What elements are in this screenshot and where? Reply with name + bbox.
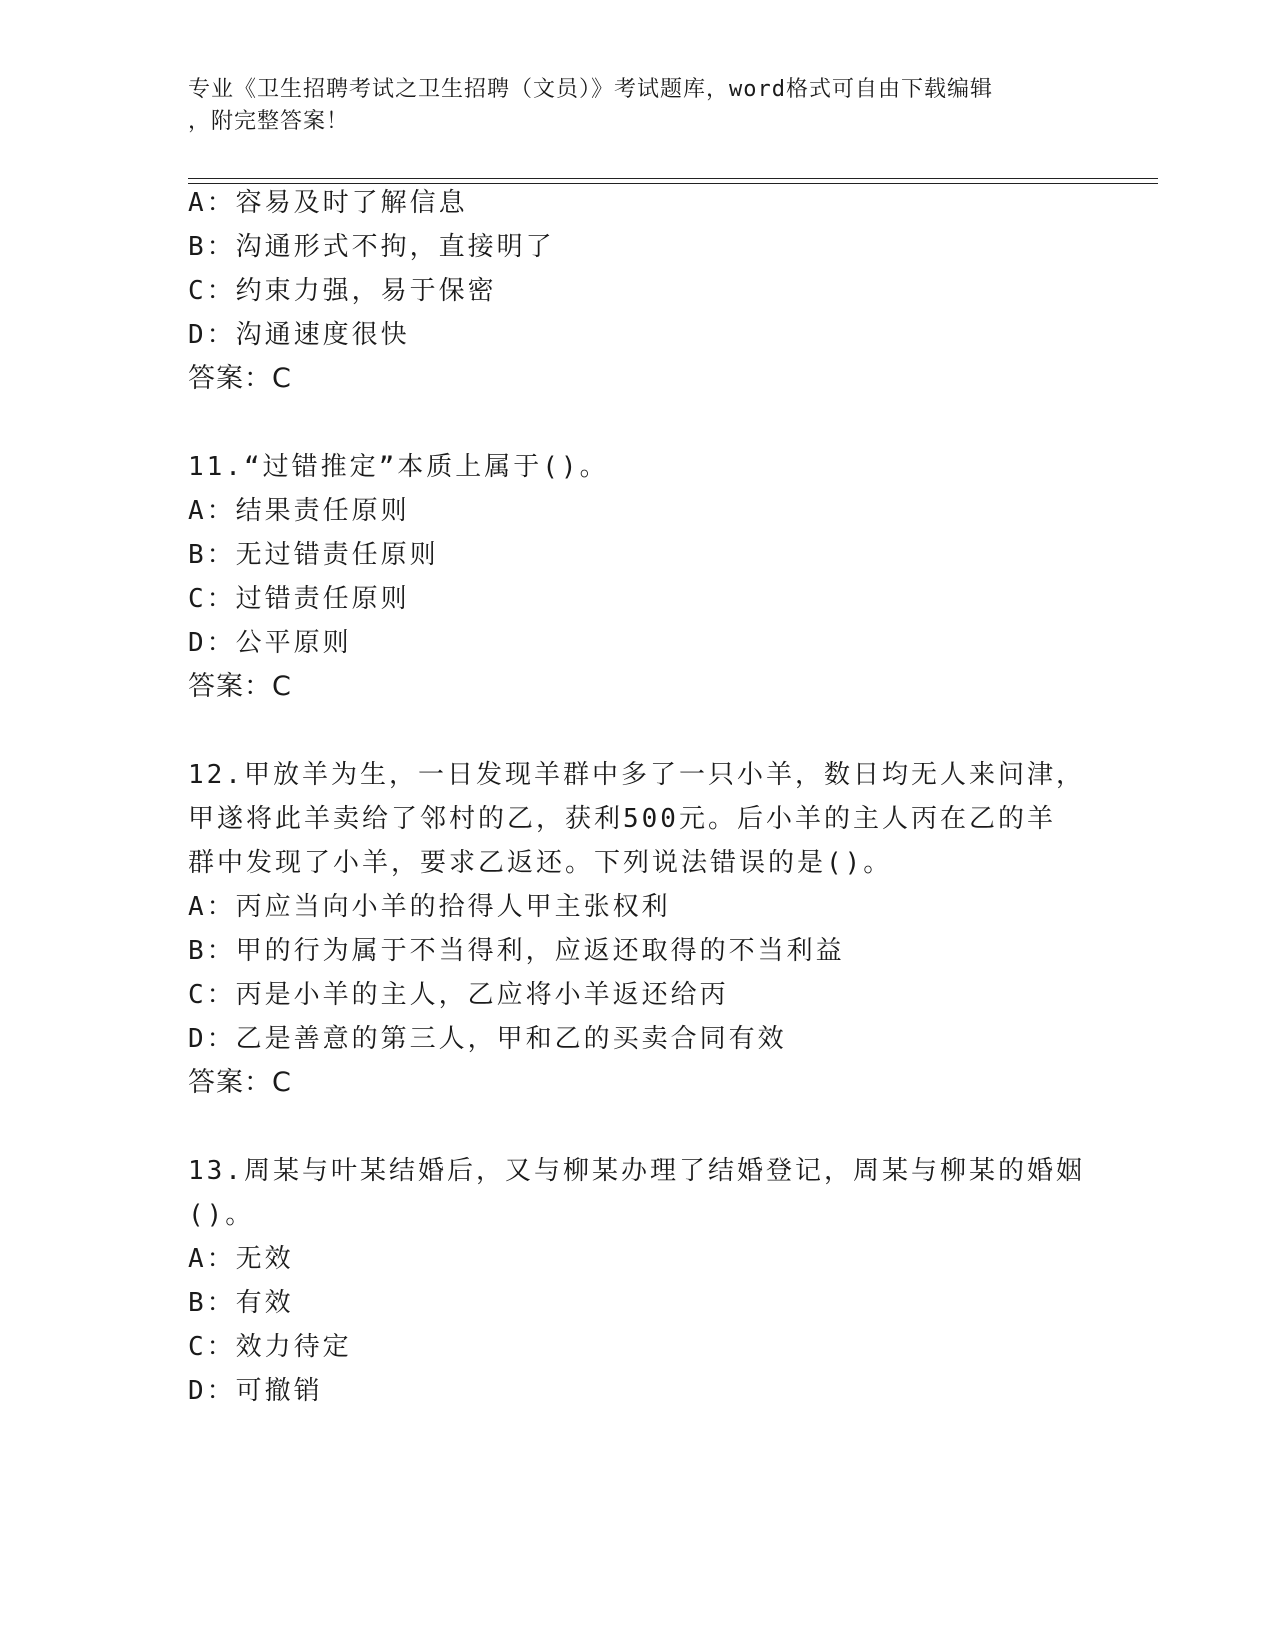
header-line-2: ，附完整答案！ <box>188 109 350 134</box>
option-c: C：效力待定 <box>188 1332 352 1362</box>
question-text-line-1: 12.甲放羊为生，一日发现羊群中多了一只小羊，数日均无人来问津， <box>188 760 1085 790</box>
option-b: B：无过错责任原则 <box>188 540 439 570</box>
option-a: A：容易及时了解信息 <box>188 188 468 218</box>
option-c: C：约束力强，易于保密 <box>188 276 497 306</box>
header-divider <box>188 178 1158 184</box>
question-text-line-3: 群中发现了小羊，要求乙返还。下列说法错误的是()。 <box>188 848 893 878</box>
answer: 答案：C <box>188 363 292 394</box>
answer: 答案：C <box>188 671 292 702</box>
option-c: C：丙是小羊的主人，乙应将小羊返还给丙 <box>188 980 729 1010</box>
option-d: D：沟通速度很快 <box>188 320 410 350</box>
option-d: D：乙是善意的第三人，甲和乙的买卖合同有效 <box>188 1024 787 1054</box>
option-a: A：结果责任原则 <box>188 496 410 526</box>
header-title <box>188 74 1078 138</box>
question-text-line-1: 13.周某与叶某结婚后，又与柳某办理了结婚登记，周某与柳某的婚姻 <box>188 1156 1085 1186</box>
question-text: 11.“过错推定”本质上属于()。 <box>188 452 609 482</box>
question-text-line-2: ()。 <box>188 1200 255 1230</box>
option-b: B：沟通形式不拘，直接明了 <box>188 232 555 262</box>
option-d: D：公平原则 <box>188 628 352 658</box>
option-a: A：无效 <box>188 1244 294 1274</box>
answer: 答案：C <box>188 1067 292 1098</box>
option-b: B：有效 <box>188 1288 294 1318</box>
question-text-line-2: 甲遂将此羊卖给了邻村的乙，获利500元。后小羊的主人丙在乙的羊 <box>188 804 1056 834</box>
option-d: D：可撤销 <box>188 1376 323 1406</box>
option-c: C：过错责任原则 <box>188 584 410 614</box>
option-a: A：丙应当向小羊的拾得人甲主张权利 <box>188 892 671 922</box>
option-b: B：甲的行为属于不当得利，应返还取得的不当利益 <box>188 936 845 966</box>
header-line-1: 专业《卫生招聘考试之卫生招聘（文员）》考试题库，word格式可自由下载编辑 <box>188 77 993 102</box>
